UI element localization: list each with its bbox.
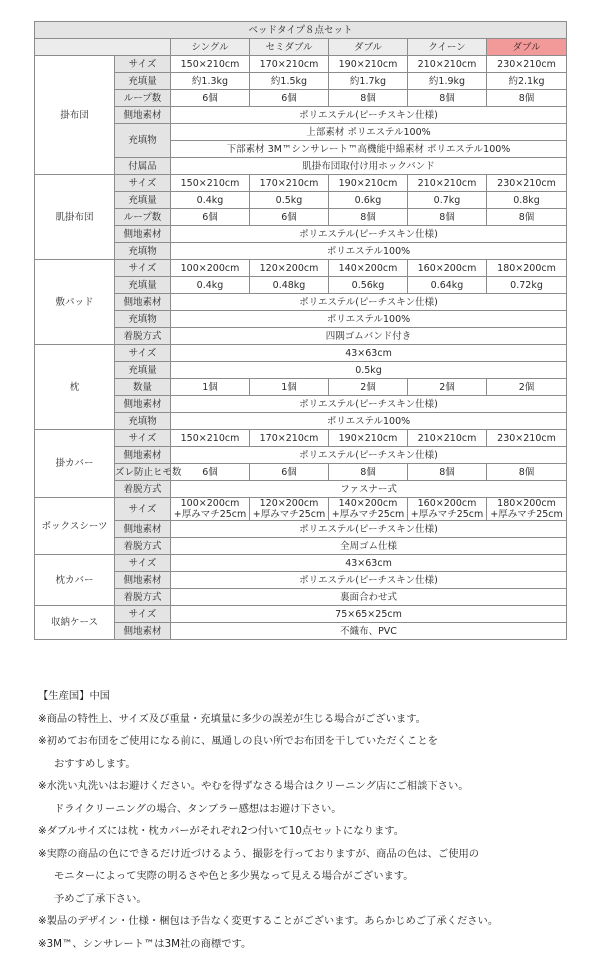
table-row [35, 345, 567, 362]
cell: ポリエステル100% [171, 413, 567, 430]
row-label: 側地素材 [115, 107, 171, 124]
row-label: 側地素材 [115, 396, 171, 413]
table-row [35, 175, 567, 192]
cell-size: 160×200cm [408, 498, 486, 509]
cell-size: 100×200cm [171, 498, 249, 509]
row-label: サイズ [115, 555, 171, 572]
table-row [35, 158, 567, 175]
row-label: 充填量 [115, 192, 171, 209]
table-row [35, 277, 567, 294]
note: ※製品のデザイン・仕様・梱包は予告なく変更することがございます。あらかじめご了承ください。 [38, 910, 598, 933]
cell: 230×210cm [487, 56, 567, 73]
table-row [35, 209, 567, 226]
table-row [35, 107, 567, 124]
cell: 160×200cm [408, 260, 487, 277]
cell [329, 498, 408, 521]
cell: 8個 [487, 90, 567, 107]
row-label: サイズ [115, 606, 171, 623]
cell: 140×200cm [329, 260, 408, 277]
category-storage: 収納ケース [35, 606, 115, 640]
cell: 75×65×25cm [171, 606, 567, 623]
row-label: サイズ [115, 56, 171, 73]
cell: 0.56kg [329, 277, 408, 294]
cell: 6個 [250, 90, 329, 107]
table-row [35, 555, 567, 572]
cell [250, 498, 329, 521]
cell: 100×200cm [171, 260, 250, 277]
cell: 6個 [171, 90, 250, 107]
table-row [35, 589, 567, 606]
cell: ポリエステル100% [171, 311, 567, 328]
cell: 180×200cm [487, 260, 567, 277]
cell: 170×210cm [250, 56, 329, 73]
category-kakebuton: 掛布団 [35, 56, 115, 175]
size-header-single: シングル [171, 39, 250, 56]
cell: ポリエステル(ピーチスキン仕様) [171, 521, 567, 538]
cell: ポリエステル(ピーチスキン仕様) [171, 447, 567, 464]
table-row [35, 396, 567, 413]
cell: ポリエステル(ピーチスキン仕様) [171, 396, 567, 413]
row-label: サイズ [115, 345, 171, 362]
row-label: ズレ防止ヒモ数 [115, 464, 171, 481]
row-label: 充填物 [115, 413, 171, 430]
cell: 210×210cm [408, 56, 487, 73]
cell: 約2.1kg [487, 73, 567, 90]
cell: 裏面合わせ式 [171, 589, 567, 606]
cell: 0.8kg [487, 192, 567, 209]
row-label: 充填量 [115, 362, 171, 379]
cell: 8個 [487, 209, 567, 226]
cell: ポリエステル(ピーチスキン仕様) [171, 107, 567, 124]
row-label: 着脱方式 [115, 589, 171, 606]
row-label: サイズ [115, 175, 171, 192]
row-label: 側地素材 [115, 521, 171, 538]
row-label: 側地素材 [115, 447, 171, 464]
table-row [35, 328, 567, 345]
table-row [35, 311, 567, 328]
category-cover: 掛カバー [35, 430, 115, 498]
cell: 6個 [171, 209, 250, 226]
note: ※実際の商品の色にできるだけ近づけるよう、撮影を行っておりますが、商品の色は、ご使用の [38, 843, 598, 866]
cell: 120×200cm [250, 260, 329, 277]
row-label: サイズ [115, 260, 171, 277]
cell: 肌掛布団取付け用ホックバンド [171, 158, 567, 175]
table-row [35, 73, 567, 90]
category-boxsheet: ボックスシーツ [35, 498, 115, 555]
cell: 8個 [408, 90, 487, 107]
category-shikipad: 敷パッド [35, 260, 115, 345]
cell: 190×210cm [329, 430, 408, 447]
cell: 全周ゴム仕様 [171, 538, 567, 555]
cell: ポリエステル100% [171, 243, 567, 260]
cell: ポリエステル(ピーチスキン仕様) [171, 226, 567, 243]
note: ※初めてお布団をご使用になる前に、風通しの良い所でお布団を干していただくことを [38, 730, 598, 753]
cell: 8個 [329, 464, 408, 481]
table-row [35, 481, 567, 498]
cell: 2個 [487, 379, 567, 396]
row-label: 付属品 [115, 158, 171, 175]
table-row [35, 226, 567, 243]
cell: 約1.3kg [171, 73, 250, 90]
cell: ポリエステル(ピーチスキン仕様) [171, 572, 567, 589]
cell: 150×210cm [171, 175, 250, 192]
notes [38, 685, 598, 955]
category-hadakake: 肌掛布団 [35, 175, 115, 260]
cell: 0.64kg [408, 277, 487, 294]
cell: 0.5kg [250, 192, 329, 209]
row-label: 着脱方式 [115, 481, 171, 498]
cell: 43×63cm [171, 555, 567, 572]
size-header-row [35, 39, 567, 56]
table-row [35, 606, 567, 623]
header-blank [35, 39, 171, 56]
row-label: ループ数 [115, 209, 171, 226]
cell: 不織布、PVC [171, 623, 567, 640]
table-row [35, 521, 567, 538]
cell: 約1.7kg [329, 73, 408, 90]
cell: 0.4kg [171, 277, 250, 294]
table-row [35, 294, 567, 311]
title-row [35, 22, 567, 39]
row-label: 着脱方式 [115, 328, 171, 345]
table-row [35, 362, 567, 379]
cell: 0.72kg [487, 277, 567, 294]
size-header-queen: クイーン [408, 39, 487, 56]
table-row [35, 379, 567, 396]
spec-table [34, 21, 567, 640]
size-header-double: ダブル [329, 39, 408, 56]
table-row [35, 572, 567, 589]
table-row [35, 538, 567, 555]
cell: 6個 [171, 464, 250, 481]
cell: 230×210cm [487, 175, 567, 192]
cell: 0.48kg [250, 277, 329, 294]
note-continued: モニターによって実際の明るさや色と多少異なって見える場合がございます。 [38, 865, 598, 888]
cell: 8個 [329, 209, 408, 226]
cell: 1個 [250, 379, 329, 396]
table-row [35, 447, 567, 464]
row-label: 充填量 [115, 277, 171, 294]
row-label: 着脱方式 [115, 538, 171, 555]
cell [408, 498, 487, 521]
note: ※商品の特性上、サイズ及び重量・充填量に多少の誤差が生じる場合がございます。 [38, 708, 598, 731]
cell-size: 180×200cm [487, 498, 566, 509]
note-trademark: ※3M™、シンサレート™は3M社の商標です。 [38, 933, 598, 955]
table-row [35, 56, 567, 73]
cell-size-sub: +厚みマチ25cm [250, 509, 328, 520]
cell: ファスナー式 [171, 481, 567, 498]
cell: 8個 [408, 209, 487, 226]
table-title: ベッドタイプ８点セット [35, 22, 567, 39]
row-label: ループ数 [115, 90, 171, 107]
cell: 230×210cm [487, 430, 567, 447]
row-label: 充填物 [115, 311, 171, 328]
cell: 150×210cm [171, 430, 250, 447]
cell: 8個 [408, 464, 487, 481]
table-row [35, 192, 567, 209]
cell: 6個 [250, 209, 329, 226]
row-label: 充填量 [115, 73, 171, 90]
cell-size-sub: +厚みマチ25cm [171, 509, 249, 520]
cell: 210×210cm [408, 175, 487, 192]
cell: 1個 [171, 379, 250, 396]
cell: 190×210cm [329, 56, 408, 73]
row-label: 側地素材 [115, 226, 171, 243]
cell: 0.6kg [329, 192, 408, 209]
cell-size: 120×200cm [250, 498, 328, 509]
table-row [35, 90, 567, 107]
row-label: サイズ [115, 498, 171, 521]
table-row [35, 430, 567, 447]
cell: 0.5kg [171, 362, 567, 379]
cell-size-sub: +厚みマチ25cm [329, 509, 407, 520]
note-continued: ドライクリーニングの場合、タンブラー感想はお避け下さい。 [38, 798, 598, 821]
category-pillowcover: 枕カバー [35, 555, 115, 606]
cell: 8個 [487, 464, 567, 481]
cell: 170×210cm [250, 430, 329, 447]
cell-size-sub: +厚みマチ25cm [487, 509, 566, 520]
table-row [35, 260, 567, 277]
cell: 2個 [408, 379, 487, 396]
cell: 8個 [329, 90, 408, 107]
cell: 210×210cm [408, 430, 487, 447]
size-header-double-highlight: ダブル [487, 39, 567, 56]
row-label: 充填物 [115, 243, 171, 260]
cell: 約1.9kg [408, 73, 487, 90]
cell: 下部素材 3M™シンサレート™高機能中綿素材 ポリエステル100% [171, 141, 567, 158]
cell-size: 140×200cm [329, 498, 407, 509]
table-row [35, 498, 567, 521]
cell: 0.7kg [408, 192, 487, 209]
cell: 四隅ゴムバンド付き [171, 328, 567, 345]
row-label: 側地素材 [115, 294, 171, 311]
cell: 170×210cm [250, 175, 329, 192]
table-row [35, 623, 567, 640]
cell: 0.4kg [171, 192, 250, 209]
row-label: 側地素材 [115, 572, 171, 589]
table-row [35, 464, 567, 481]
cell-size-sub: +厚みマチ25cm [408, 509, 486, 520]
table-row [35, 124, 567, 141]
row-label: 充填物 [115, 124, 171, 158]
row-label: サイズ [115, 430, 171, 447]
cell: 約1.5kg [250, 73, 329, 90]
cell: 190×210cm [329, 175, 408, 192]
table-row [35, 413, 567, 430]
cell [171, 498, 250, 521]
category-pillow: 枕 [35, 345, 115, 430]
row-label: 数量 [115, 379, 171, 396]
cell: 2個 [329, 379, 408, 396]
cell: 150×210cm [171, 56, 250, 73]
size-header-semidouble: セミダブル [250, 39, 329, 56]
cell: 6個 [250, 464, 329, 481]
note-continued: 予めご了承下さい。 [38, 888, 598, 911]
cell: 43×63cm [171, 345, 567, 362]
note: ※ダブルサイズには枕・枕カバーがそれぞれ2つ付いて10点セットになります。 [38, 820, 598, 843]
table-row [35, 243, 567, 260]
cell: 上部素材 ポリエステル100% [171, 124, 567, 141]
note-continued: おすすめします。 [38, 753, 598, 776]
cell: ポリエステル(ピーチスキン仕様) [171, 294, 567, 311]
cell [487, 498, 567, 521]
row-label: 側地素材 [115, 623, 171, 640]
note: ※水洗い丸洗いはお避けください。やむを得ずなさる場合はクリーニング店にご相談下さい。 [38, 775, 598, 798]
note-origin: 【生産国】中国 [38, 685, 598, 708]
